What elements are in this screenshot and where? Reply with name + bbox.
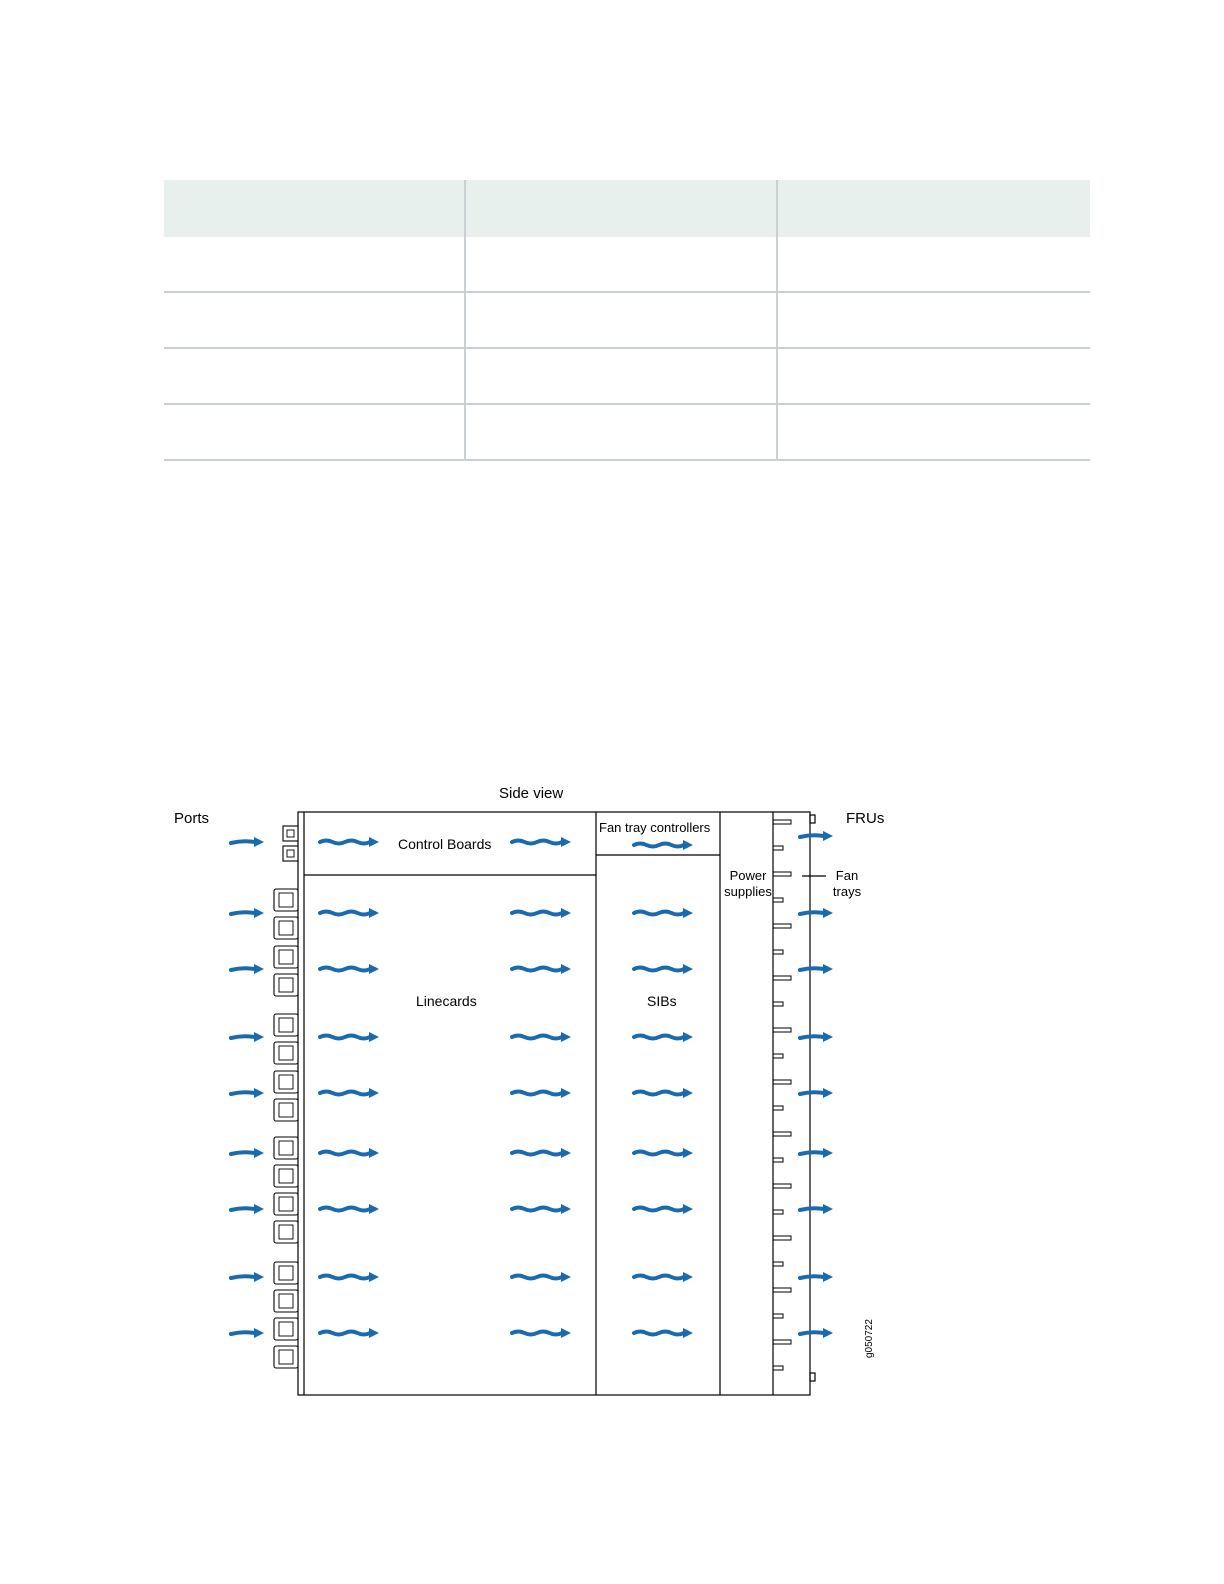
airflow-arrow-shaft	[231, 912, 255, 914]
airflow-arrow-head	[823, 1032, 833, 1042]
airflow-arrow-head	[254, 837, 264, 847]
airflow-arrow-shaft	[320, 968, 370, 971]
fan-tray-handle	[773, 1106, 783, 1110]
airflow-arrow-head	[369, 1088, 379, 1098]
airflow-arrow-head	[823, 964, 833, 974]
airflow-arrow-shaft	[231, 1152, 255, 1154]
fan-tray-handle	[773, 1028, 791, 1032]
airflow-arrow-head	[683, 1088, 693, 1098]
port-connector	[274, 1099, 298, 1121]
fan-tray-handle	[773, 898, 783, 902]
port-connectors	[274, 826, 298, 1368]
airflow-arrow-head	[369, 1148, 379, 1158]
airflow-arrow-shaft	[800, 835, 824, 837]
control-boards-label: Control Boards	[398, 836, 492, 852]
frus-label: FRUs	[846, 810, 885, 827]
airflow-arrow-head	[254, 1204, 264, 1214]
fan-tray-handle	[773, 1366, 783, 1370]
fan-tray-handle	[773, 976, 791, 980]
airflow-arrow-head	[254, 1032, 264, 1042]
airflow-arrow-head	[823, 908, 833, 918]
port-connector	[274, 1071, 298, 1093]
airflow-arrow-shaft	[800, 968, 824, 970]
airflow-arrow-shaft	[512, 1152, 562, 1155]
airflow-arrow-head	[369, 1328, 379, 1338]
airflow-arrow-head	[369, 908, 379, 918]
airflow-arrow-shaft	[634, 1208, 684, 1211]
port-connector	[274, 1137, 298, 1159]
fan-tray-handle	[773, 1288, 791, 1292]
airflow-arrow-shaft	[320, 912, 370, 915]
fan-tray-handle	[773, 872, 791, 876]
figure-id: g050722	[864, 1319, 875, 1358]
airflow-arrow-shaft	[800, 1208, 824, 1210]
airflow-arrow-head	[561, 964, 571, 974]
airflow-arrow-shaft	[320, 1332, 370, 1335]
port-connector	[283, 846, 298, 861]
airflow-arrow-shaft	[634, 1276, 684, 1279]
port-connector	[274, 1042, 298, 1064]
port-connector	[274, 889, 298, 911]
airflow-arrow-head	[683, 1204, 693, 1214]
airflow-arrow-shaft	[512, 1036, 562, 1039]
fan-trays-label-line1: Fan	[835, 868, 859, 883]
airflow-arrow-shaft	[634, 1092, 684, 1095]
airflow-arrow-head	[823, 1148, 833, 1158]
airflow-arrow-head	[561, 908, 571, 918]
port-connector	[274, 1165, 298, 1187]
port-connector	[274, 974, 298, 996]
airflow-arrow-shaft	[634, 844, 684, 847]
fan-tray-handle	[773, 1184, 791, 1188]
airflow-arrow-head	[823, 831, 833, 841]
airflow-arrow-shaft	[512, 1276, 562, 1279]
airflow-arrow-head	[561, 1148, 571, 1158]
airflow-arrow-shaft	[231, 1276, 255, 1278]
airflow-arrow-shaft	[800, 1276, 824, 1278]
airflow-arrow-shaft	[634, 1152, 684, 1155]
port-connector	[274, 1290, 298, 1312]
airflow-arrow-shaft	[231, 841, 255, 843]
port-connector	[274, 1193, 298, 1215]
airflow-arrow-shaft	[634, 1036, 684, 1039]
airflow-arrow-head	[254, 964, 264, 974]
fan-tray-handle	[773, 1340, 791, 1344]
fan-tray-handle	[773, 1132, 791, 1136]
port-connector	[274, 917, 298, 939]
airflow-arrow-head	[823, 1088, 833, 1098]
airflow-arrow-shaft	[800, 1152, 824, 1154]
airflow-arrow-head	[369, 1204, 379, 1214]
airflow-arrow-shaft	[320, 1152, 370, 1155]
airflow-arrow-shaft	[231, 1092, 255, 1094]
airflow-arrow-shaft	[320, 1276, 370, 1279]
airflow-arrow-head	[254, 1272, 264, 1282]
port-connector	[283, 826, 298, 841]
airflow-arrow-head	[369, 1272, 379, 1282]
fan-tray-handle	[773, 1002, 783, 1006]
fan-tray-handle	[773, 1236, 791, 1240]
airflow-arrow-shaft	[512, 1092, 562, 1095]
airflow-arrow-head	[254, 1148, 264, 1158]
power-supplies-label-line2: supplies	[724, 884, 772, 899]
airflow-arrow-shaft	[512, 1332, 562, 1335]
airflow-arrow-head	[683, 964, 693, 974]
fan-trays-label-line2: trays	[832, 884, 862, 899]
fan-tray-handle	[773, 1080, 791, 1084]
airflow-arrow-shaft	[800, 1092, 824, 1094]
airflow-arrow-shaft	[800, 1036, 824, 1038]
fan-tray-handle	[773, 1262, 783, 1266]
airflow-arrow-head	[683, 1328, 693, 1338]
airflow-arrow-shaft	[231, 968, 255, 970]
power-supplies-label-line1: Power	[729, 868, 767, 883]
airflow-arrow-shaft	[800, 912, 824, 914]
airflow-arrow-shaft	[320, 1208, 370, 1211]
fan-tray-controllers-label: Fan tray controllers	[599, 820, 711, 835]
airflow-arrow-shaft	[320, 1092, 370, 1095]
airflow-arrows	[231, 831, 833, 1338]
port-connector	[274, 1221, 298, 1243]
airflow-arrow-shaft	[634, 1332, 684, 1335]
diagram-title: Side view	[499, 785, 564, 802]
airflow-arrow-head	[369, 837, 379, 847]
airflow-arrow-head	[823, 1204, 833, 1214]
airflow-arrow-head	[823, 1328, 833, 1338]
airflow-arrow-head	[561, 1032, 571, 1042]
airflow-arrow-shaft	[231, 1036, 255, 1038]
airflow-arrow-head	[683, 1272, 693, 1282]
port-connector	[274, 1346, 298, 1368]
airflow-arrow-head	[683, 1148, 693, 1158]
airflow-arrow-head	[254, 1088, 264, 1098]
fan-tray-handle	[773, 846, 783, 850]
airflow-arrow-shaft	[512, 841, 562, 844]
port-connector	[274, 1014, 298, 1036]
fan-tray-handle	[773, 924, 791, 928]
airflow-arrow-head	[561, 1204, 571, 1214]
ports-label: Ports	[174, 810, 210, 827]
airflow-arrow-head	[561, 1328, 571, 1338]
airflow-arrow-head	[683, 908, 693, 918]
linecards-label: Linecards	[416, 993, 477, 1009]
sibs-label: SIBs	[647, 993, 677, 1009]
airflow-arrow-head	[561, 1088, 571, 1098]
port-connector	[274, 1318, 298, 1340]
fan-tray-handles	[773, 820, 791, 1370]
airflow-arrow-head	[369, 1032, 379, 1042]
airflow-arrow-head	[823, 1272, 833, 1282]
airflow-arrow-head	[561, 837, 571, 847]
fan-tray-handle	[773, 1158, 783, 1162]
fan-tray-handle	[773, 1210, 783, 1214]
airflow-arrow-shaft	[634, 968, 684, 971]
rear-latch-top	[810, 815, 815, 823]
fan-tray-handle	[773, 1314, 783, 1318]
airflow-arrow-head	[369, 964, 379, 974]
airflow-arrow-head	[254, 1328, 264, 1338]
airflow-arrow-shaft	[800, 1332, 824, 1334]
airflow-arrow-shaft	[634, 912, 684, 915]
airflow-arrow-shaft	[231, 1332, 255, 1334]
airflow-arrow-shaft	[512, 968, 562, 971]
airflow-arrow-shaft	[320, 841, 370, 844]
airflow-arrow-shaft	[231, 1208, 255, 1210]
airflow-arrow-head	[254, 908, 264, 918]
airflow-arrow-head	[683, 840, 693, 850]
fan-tray-handle	[773, 1054, 783, 1058]
airflow-arrow-shaft	[320, 1036, 370, 1039]
fan-tray-handle	[773, 820, 791, 824]
fan-tray-handle	[773, 950, 783, 954]
airflow-arrow-shaft	[512, 1208, 562, 1211]
port-connector	[274, 1262, 298, 1284]
port-connector	[274, 946, 298, 968]
airflow-arrow-head	[683, 1032, 693, 1042]
rear-latch-bottom	[810, 1373, 815, 1381]
airflow-arrow-shaft	[512, 912, 562, 915]
airflow-arrow-head	[561, 1272, 571, 1282]
